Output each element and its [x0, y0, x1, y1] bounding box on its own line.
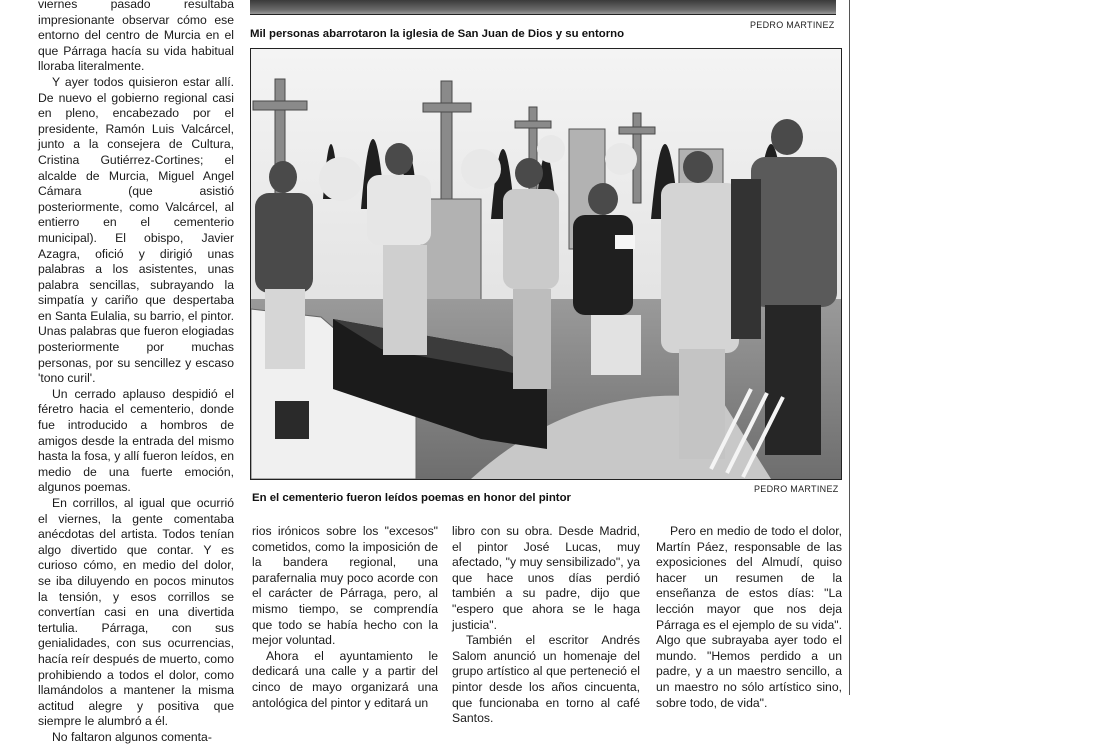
paragraph: Ahora el ayuntamiento le dedicará una calle y a partir del cinco de mayo organizará una antológica del pintor y editará un	[252, 648, 438, 710]
photo-caption: En el cementerio fueron leídos poemas en honor del pintor	[252, 492, 571, 504]
church-photo	[250, 0, 836, 15]
paragraph: libro con su obra. Desde Madrid, el pintor José Lucas, muy afectado, "y muy sensibilizado", ya que hace unos días perdió también a su padre, dijo que "espero que ahora se le haga justicia".	[452, 524, 640, 632]
paragraph: No faltaron algunos comenta-	[52, 729, 212, 744]
article-column-bottom-3	[656, 524, 842, 711]
cemetery-photo-illustration	[251, 49, 841, 479]
paragraph: rios irónicos sobre los "excesos" cometidos, como la imposición de la bandera regional, una parafernalia muy poco acorde con el carácter de Párraga, pero, al mismo tiempo, se comprendía que todo se había hecho con la mejor voluntad.	[252, 524, 438, 648]
paragraph: Un cerrado aplauso despidió el féretro hacia el cementerio, donde fue introducido a hombros de amigos desde la entrada del mismo hasta la fosa, y allí fueron leídos, en medio de una fuerte emoción, algunos poemas.	[38, 386, 234, 495]
column-rule	[849, 0, 850, 695]
paragraph: Y ayer todos quisieron estar allí. De nuevo el gobierno regional casi en pleno, encabezado por el presidente, Ramón Luis Valcárcel, junto a la consejera de Cultura, Cristina Gutiérrez-Cortines; el alcalde de Murcia, Miguel Angel Cámara (que asistió posteriormente, como Valcárcel, al entierro en el cementerio municipal). El obispo, Javier Azagra, ofició y dirigió unas palabras a los asistentes, unas palabra sencillas, subrayando la simpatía y cariño que despertaba en Santa Eulalia, su barrio, el pintor. Unas palabras que fueron elogiadas posteriormente por muchas personas, por su sencillez y escaso 'tono curil'.	[38, 74, 234, 386]
paragraph: También el escritor Andrés Salom anunció un homenaje del grupo artístico al que perteneció el pintor desde los años cincuenta, que funcionaba en torno al café Santos.	[452, 633, 640, 726]
photo-credit: PEDRO MARTINEZ	[750, 20, 835, 30]
cemetery-photo	[250, 48, 842, 480]
article-column-left	[38, 0, 234, 746]
photo-credit: PEDRO MARTINEZ	[754, 484, 839, 494]
article-column-bottom-2	[452, 524, 640, 727]
paragraph: Pero en medio de todo el dolor, Martín Páez, responsable de las exposiciones del Almudí, quiso hacer un resumen de la enseñanza de estos días: "La lección mayor que nos deja Párraga es el ejemplo de su vida". Algo que subrayaba ayer todo el mundo. "Hemos perdido a un padre, y a un maestro sencillo, a un maestro no sólo artístico sino, sobre todo, de vida".	[656, 524, 842, 710]
paragraph: En corrillos, al igual que ocurrió el viernes, la gente comentaba anécdotas del artista. Todos tenían algo divertido que contar. Y es curioso cómo, en medio del dolor, se iba diluyendo en pocos minutos la tensión, y esos corrillos se convertían casi en una divertida tertulia. Párraga, con sus genialidades, con sus ocurrencias, hacía reír después de muerto, como prohibiendo a todos el dolor, como llamándolos a mantener la misma actitud alegre y positiva que siempre le alumbró a él.	[38, 496, 234, 729]
article-column-bottom-1	[252, 524, 438, 711]
paragraph: viernes pasado resultaba impresionante observar cómo ese entorno del centro de Murcia en el que Párraga hacía su vida habitual lloraba literalmente.	[38, 0, 234, 74]
photo-caption: Mil personas abarrotaron la iglesia de San Juan de Dios y su entorno	[250, 28, 625, 40]
